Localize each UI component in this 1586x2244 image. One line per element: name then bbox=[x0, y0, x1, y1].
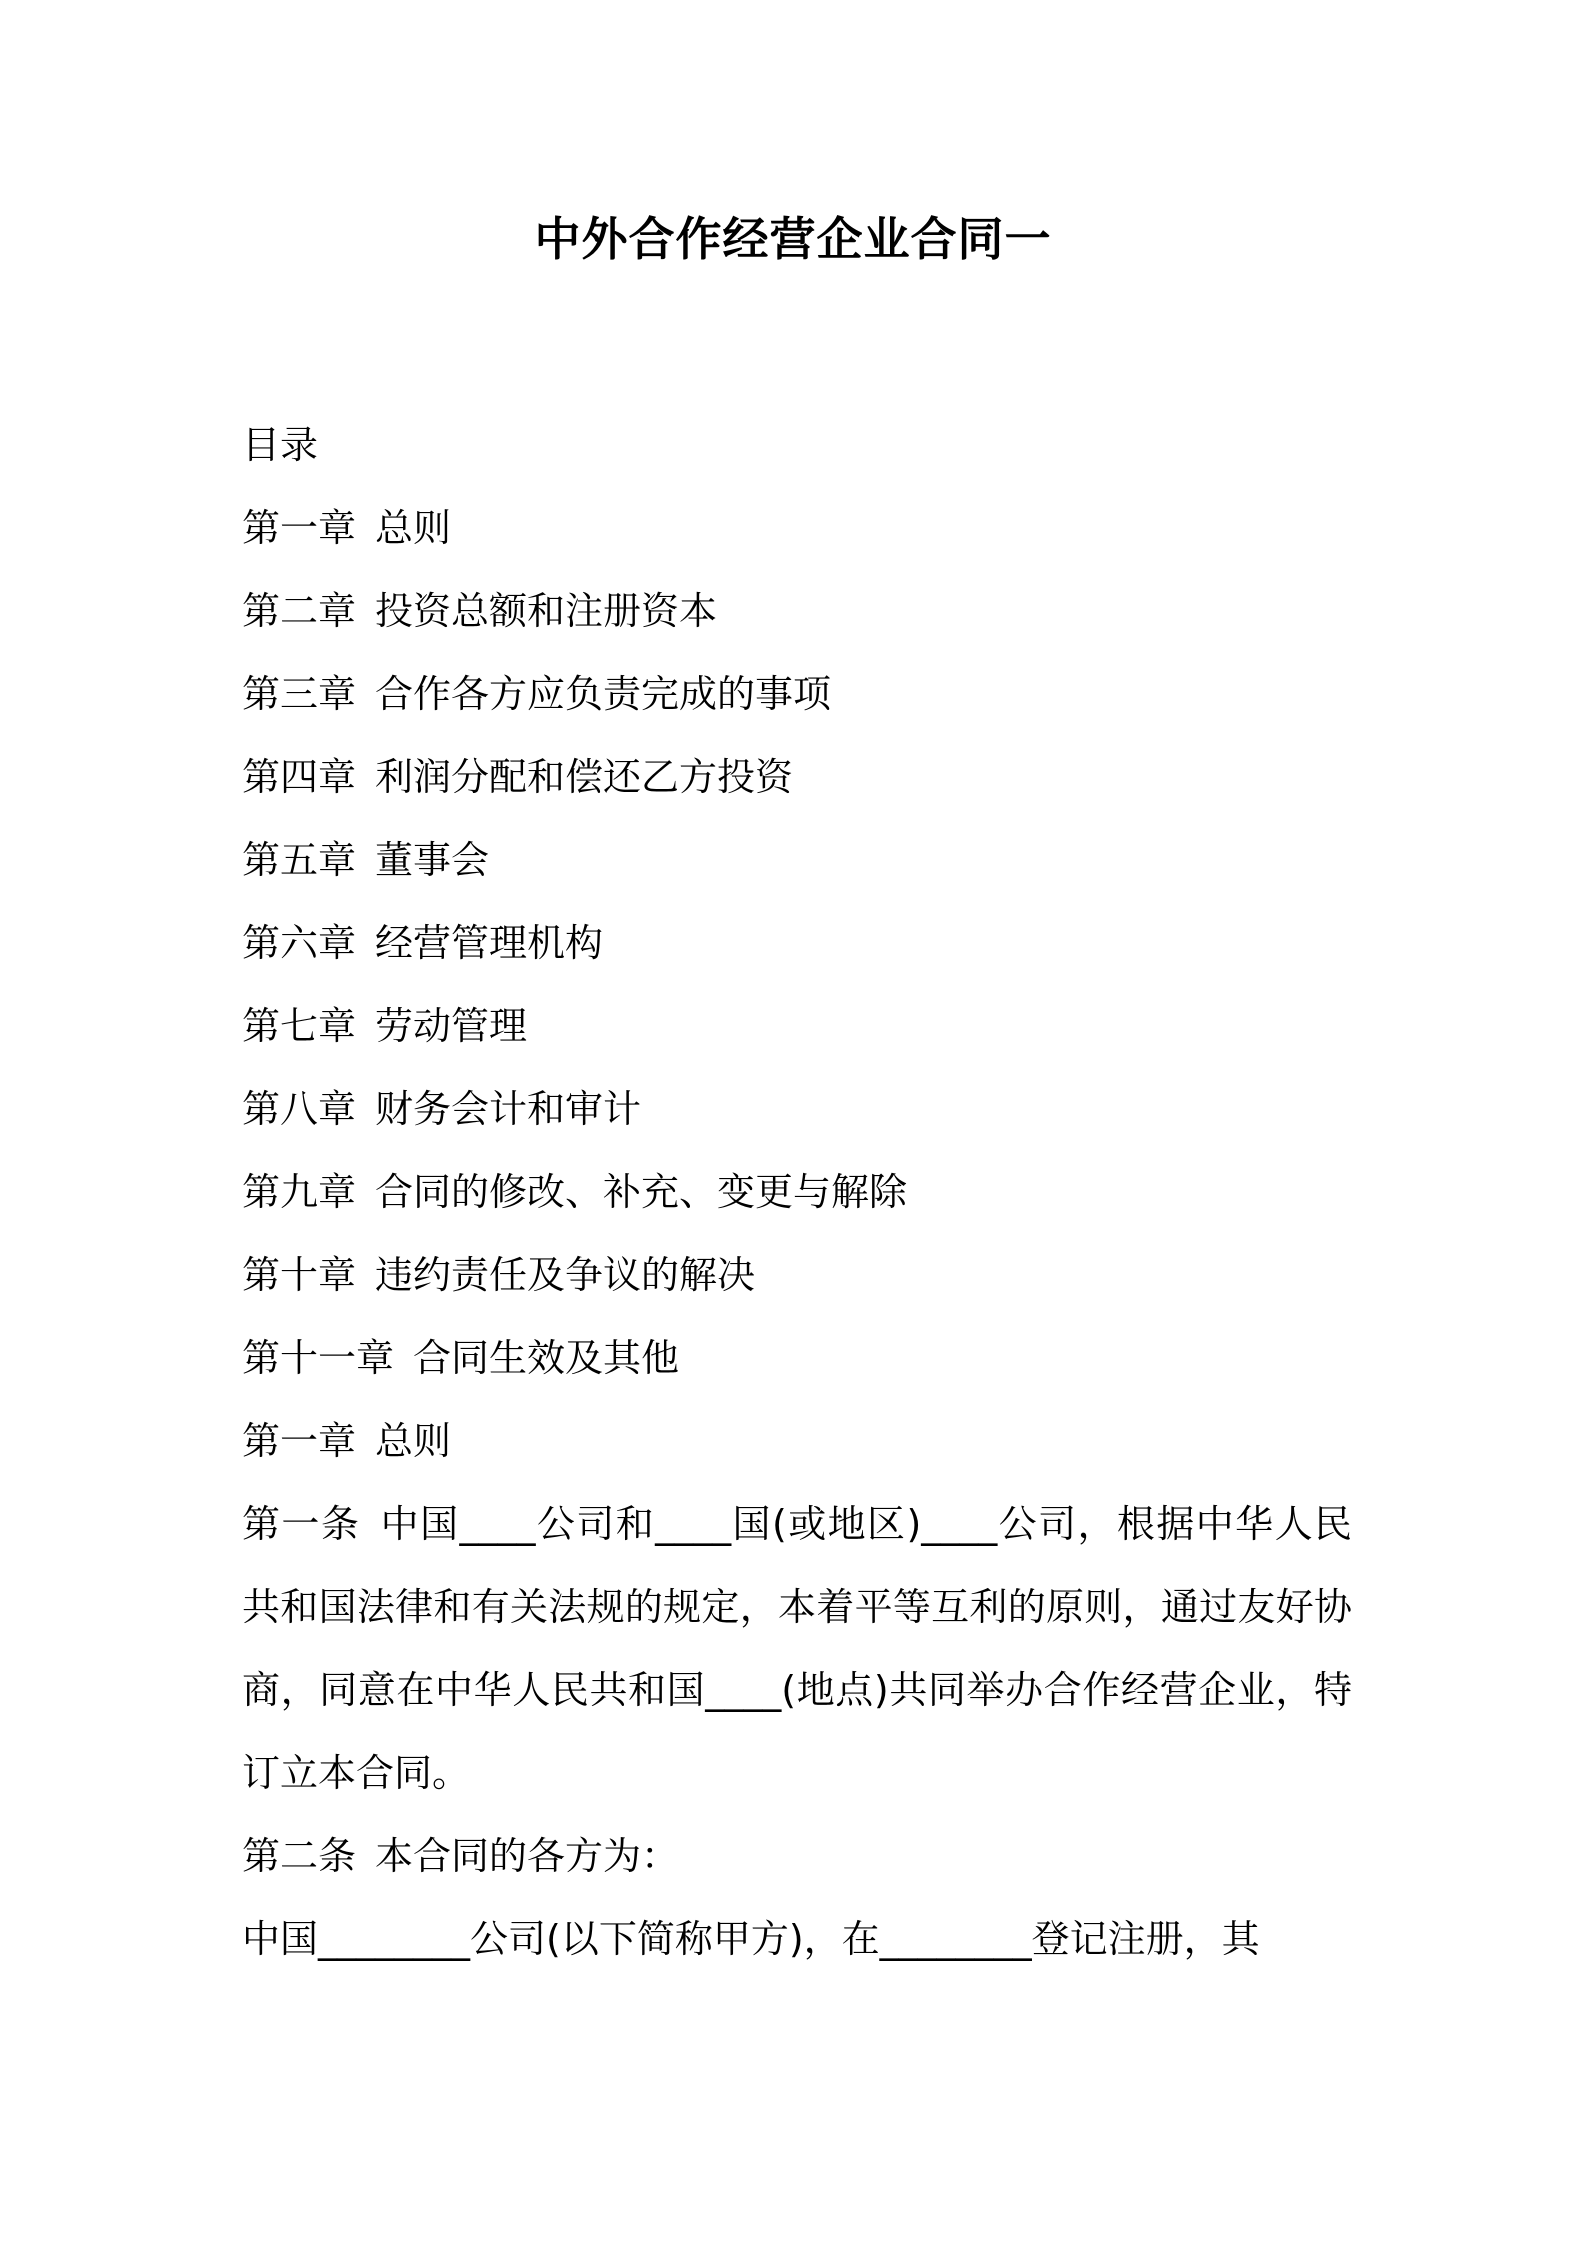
toc-chapter: 第一章 bbox=[242, 506, 357, 550]
article-2 bbox=[242, 1815, 1352, 1898]
toc-item bbox=[242, 1234, 1352, 1317]
toc-chapter: 第五章 bbox=[242, 838, 357, 882]
toc-chapter: 第十章 bbox=[242, 1253, 357, 1297]
toc-chapter: 第二章 bbox=[242, 589, 357, 633]
toc-item bbox=[242, 736, 1352, 819]
article-text: 本合同的各方为： bbox=[375, 1834, 680, 1878]
toc-chapter: 第十一章 bbox=[242, 1336, 395, 1380]
article-label: 第二条 bbox=[242, 1834, 357, 1878]
toc-item bbox=[242, 902, 1352, 985]
toc-item bbox=[242, 570, 1352, 653]
chapter-name: 总则 bbox=[375, 1419, 452, 1463]
chapter-heading bbox=[242, 1400, 1352, 1483]
toc-chapter-name: 财务会计和审计 bbox=[375, 1087, 642, 1131]
toc-item bbox=[242, 985, 1352, 1068]
toc-chapter: 第八章 bbox=[242, 1087, 357, 1131]
toc-heading: 目录 bbox=[242, 423, 319, 467]
toc-chapter-name: 合作各方应负责完成的事项 bbox=[375, 672, 832, 716]
toc-chapter: 第七章 bbox=[242, 1004, 357, 1048]
article-1 bbox=[242, 1483, 1352, 1815]
toc-chapter-name: 劳动管理 bbox=[375, 1004, 528, 1048]
toc-chapter-name: 经营管理机构 bbox=[375, 921, 604, 965]
toc-chapter-name: 利润分配和偿还乙方投资 bbox=[375, 755, 794, 799]
toc-chapter: 第四章 bbox=[242, 755, 357, 799]
toc-chapter: 第三章 bbox=[242, 672, 357, 716]
toc-chapter-name: 违约责任及争议的解决 bbox=[375, 1253, 756, 1297]
toc-item bbox=[242, 819, 1352, 902]
toc-item bbox=[242, 1068, 1352, 1151]
toc-chapter-name: 合同的修改、补充、变更与解除 bbox=[375, 1170, 908, 1214]
toc-item bbox=[242, 1151, 1352, 1234]
toc-chapter-name: 合同生效及其他 bbox=[413, 1336, 680, 1380]
toc-item bbox=[242, 1317, 1352, 1400]
article-label: 第一条 bbox=[242, 1502, 361, 1546]
toc-chapter: 第九章 bbox=[242, 1170, 357, 1214]
toc-chapter-name: 董事会 bbox=[375, 838, 490, 882]
toc-item bbox=[242, 487, 1352, 570]
toc-chapter-name: 总则 bbox=[375, 506, 452, 550]
party-a-paragraph: 中国________公司(以下简称甲方)，在________登记注册，其 bbox=[242, 1917, 1260, 1961]
toc-item bbox=[242, 653, 1352, 736]
article-text: 中国____公司和____国(或地区)____公司，根据中华人民共和国法律和有关法规的规定，本着平等互利的原则，通过友好协商，同意在中华人民共和国____(地点)共同举办合作经营企业，特订立本合同。 bbox=[242, 1502, 1352, 1795]
toc-chapter-name: 投资总额和注册资本 bbox=[375, 589, 718, 633]
document-title: 中外合作经营企业合同一 bbox=[534, 212, 1052, 266]
table-of-contents bbox=[242, 487, 1352, 1400]
chapter-number: 第一章 bbox=[242, 1419, 357, 1463]
document-body bbox=[242, 404, 1352, 1981]
toc-chapter: 第六章 bbox=[242, 921, 357, 965]
